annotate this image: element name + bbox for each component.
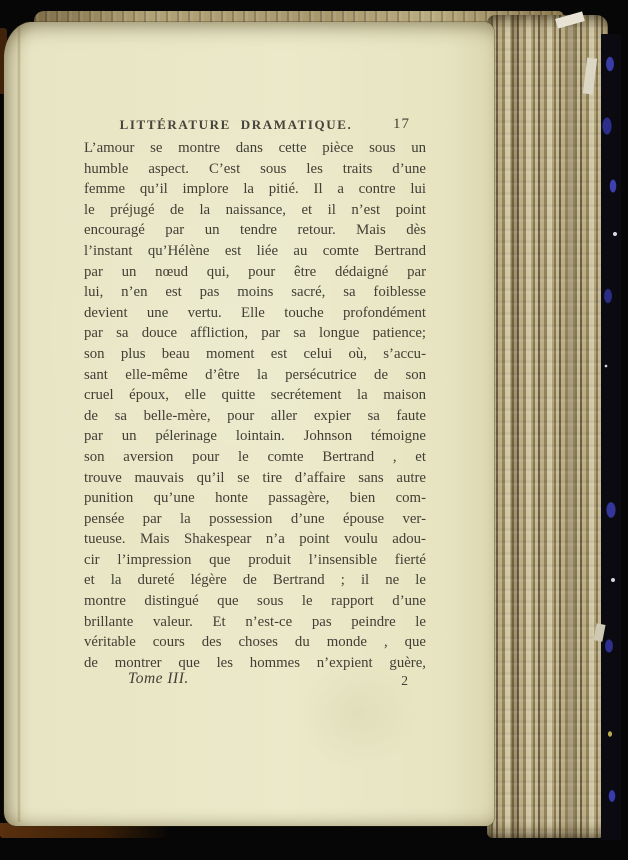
text-line: tueuse. Mais Shakespear n’a point voulu adou-: [84, 531, 426, 548]
text-line: et la dureté légère de Bertrand ; il ne le: [84, 572, 426, 589]
text-line: trouve mauvais qu’il se tire d’affaire sans autre: [84, 469, 426, 486]
text-line: montre distingué que sous le rapport d’une: [84, 593, 426, 610]
gutter-crease: [17, 26, 21, 822]
page-header: [84, 117, 426, 133]
text-line: par sa douce affliction, par sa longue patience;: [84, 325, 426, 342]
text-line: femme qu’il implore la pitié. Il a contre lui: [84, 181, 426, 198]
text-line: son aversion pour le comte Bertrand , et: [84, 448, 426, 465]
text-line: sant elle-même d’être la persécutrice de son: [84, 366, 426, 383]
book-page: [4, 22, 494, 826]
page-footer: [84, 670, 426, 692]
volume-label: Tome III.: [128, 670, 189, 687]
body-text: [84, 138, 426, 673]
book-fore-edge: [487, 15, 608, 838]
signature-mark: 2: [401, 673, 408, 688]
text-line: le préjugé de la naissance, et il n’est point: [84, 201, 426, 218]
text-line: devient une vertu. Elle touche profondément: [84, 304, 426, 321]
text-line: brillante valeur. Et n’est-ce pas peindre le: [84, 613, 426, 630]
page-number: 17: [393, 116, 410, 132]
text-line: cruel époux, elle quitte secrétement la maison: [84, 387, 426, 404]
running-title: LITTÉRATURE DRAMATIQUE.: [119, 117, 353, 132]
text-line: lui, n’en est pas moins sacré, sa foiblesse: [84, 284, 426, 301]
text-line: de sa belle-mère, pour aller expier sa faute: [84, 407, 426, 424]
text-line: pensée par la possession d’une épouse ver-: [84, 510, 426, 527]
text-line: l’instant qu’Hélène est liée au comte Bertrand: [84, 242, 426, 259]
text-line: son plus beau moment est celui où, s’accu-: [84, 345, 426, 362]
text-line: L’amour se montre dans cette pièce sous un: [84, 140, 426, 156]
text-line: véritable cours des choses du monde , que: [84, 634, 426, 651]
text-line: par un pélerinage lointain. Johnson témoigne: [84, 428, 426, 445]
text-line: punition qu’une honte passagère, bien com-: [84, 490, 426, 507]
text-line: par un nœud qui, pour être dédaigné par: [84, 263, 426, 280]
text-line: humble aspect. C’est sous les traits d’une: [84, 160, 426, 177]
text-line: encouragé par un tendre retour. Mais dès: [84, 222, 426, 239]
text-line: de montrer que les hommes n’expient guère,: [84, 654, 426, 671]
text-line: cir l’impression que produit l’insensible fierté: [84, 551, 426, 568]
book-cover-marbled: [601, 34, 621, 840]
